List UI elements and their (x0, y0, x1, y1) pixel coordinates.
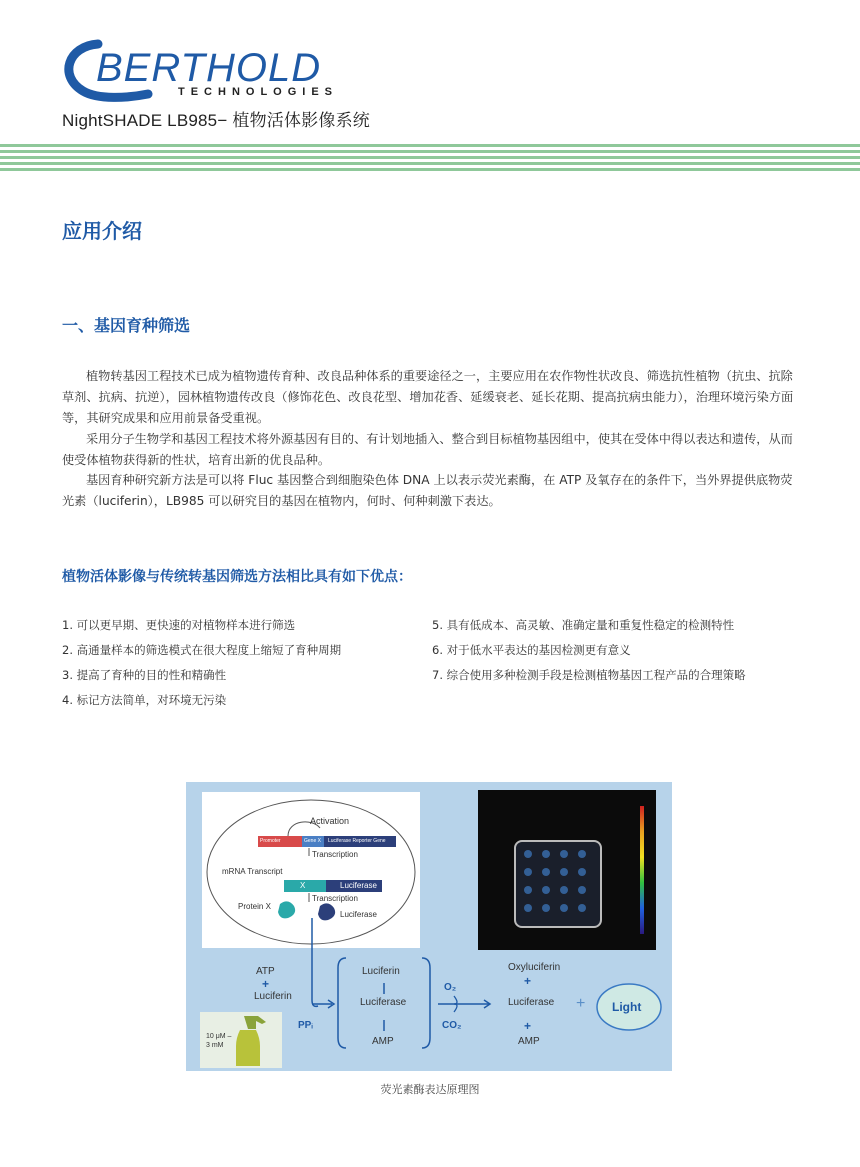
berthold-logo (58, 36, 378, 106)
paragraph-1: 植物转基因工程技术已成为植物遗传育种、改良品种体系的重要途径之一，主要应用在农作物性状改良、筛选抗性植物（抗虫、抗除草剂、抗病、抗逆），园林植物遗传改良（修饰花色、改良花型、增加花香、延缓衰老、延长花期、提高抗病虫能力），治理环境污染方面等，其研究成果和应用前景备受重视。 (62, 369, 794, 425)
advantages-heading: 植物活体影像与传统转基因筛选方法相比具有如下优点： (62, 569, 412, 585)
label-spray-concentration: 10 μM – 3 mM (206, 1033, 232, 1049)
label-bracket-luciferin: Luciferin (362, 966, 400, 977)
figure-caption: 荧光素酶表达原理图 (380, 1083, 480, 1096)
label-luciferase-protein: Luciferase (340, 910, 377, 919)
list-item: 3. 提高了育种的目的性和精确性 (62, 668, 227, 682)
label-light: Light (612, 1000, 642, 1014)
advantages-list-left (62, 613, 341, 713)
list-item: 7. 综合使用多种检测手段是检测植物基因工程产品的合理策略 (432, 668, 746, 682)
paragraph-3: 基因育种研究新方法是可以将 Fluc 基因整合到细胞染色体 DNA 上以表示荧光素酶，在 ATP 及氧存在的条件下，当外界提供底物荧光素（luciferin），LB985 可以研究目的基因在植物内，何时、何种刺激下表达。 (62, 473, 793, 508)
product-title: NightSHADE LB985− 植物活体影像系统 (62, 111, 370, 130)
label-o2: O₂ (444, 982, 457, 993)
advantages-list-right (432, 613, 746, 688)
label-plus-3: + (524, 1019, 532, 1033)
label-transcription-2: Transcription (312, 894, 358, 903)
list-item: 5. 具有低成本、高灵敏、准确定量和重复性稳定的检测特性 (432, 618, 735, 632)
label-co2: CO₂ (442, 1020, 462, 1031)
label-mrna: mRNA Transcript (222, 867, 283, 876)
label-right-luciferase: Luciferase (508, 997, 555, 1008)
section-title: 应用介绍 (62, 219, 142, 243)
label-bracket-luciferase: Luciferase (360, 997, 407, 1008)
logo-brand: BERTHOLD (96, 46, 322, 90)
list-item: 2. 高通量样本的筛选模式在很大程度上缩短了育种周期 (62, 643, 342, 657)
luciferase-figure (186, 782, 672, 1071)
label-promoter: Promoter (260, 838, 281, 844)
label-x: X (300, 881, 306, 890)
label-gene-x: Gene X (304, 838, 321, 844)
list-item: 1. 可以更早期、更快速的对植物样本进行筛选 (62, 618, 296, 632)
header-stripes (0, 144, 860, 174)
logo-subtitle: TECHNOLOGIES (178, 86, 339, 98)
label-plus-1: + (262, 977, 270, 991)
label-transcription-1: Transcription (312, 850, 358, 859)
label-protein-x: Protein X (238, 902, 271, 911)
label-plus-2: + (524, 974, 532, 988)
label-luciferase-bar: Luciferase (340, 881, 377, 890)
label-atp: ATP (256, 966, 275, 977)
spray-bottle-inset (200, 1012, 282, 1068)
list-item: 4. 标记方法简单，对环境无污染 (62, 693, 227, 707)
label-bracket-amp: AMP (372, 1036, 394, 1047)
section-one-title: 一、基因育种筛选 (62, 316, 191, 335)
paragraph-2: 采用分子生物学和基因工程技术将外源基因有目的、有计划地插入、整合到目标植物基因组中，使其在受体中得以表达和遗传，从而使受体植物获得新的性状，培育出新的优良品种。 (62, 432, 793, 467)
label-activation: Activation (310, 816, 350, 826)
label-luciferin-in: Luciferin (254, 991, 292, 1002)
label-right-amp: AMP (518, 1036, 540, 1047)
label-ppi: PPᵢ (298, 1020, 313, 1031)
label-oxyluciferin: Oxyluciferin (508, 962, 561, 973)
label-reporter-gene: Luciferase Reporter Gene (328, 838, 386, 844)
list-item: 6. 对于低水平表达的基因检测更有意义 (432, 643, 631, 657)
label-plus-light: + (576, 995, 586, 1012)
